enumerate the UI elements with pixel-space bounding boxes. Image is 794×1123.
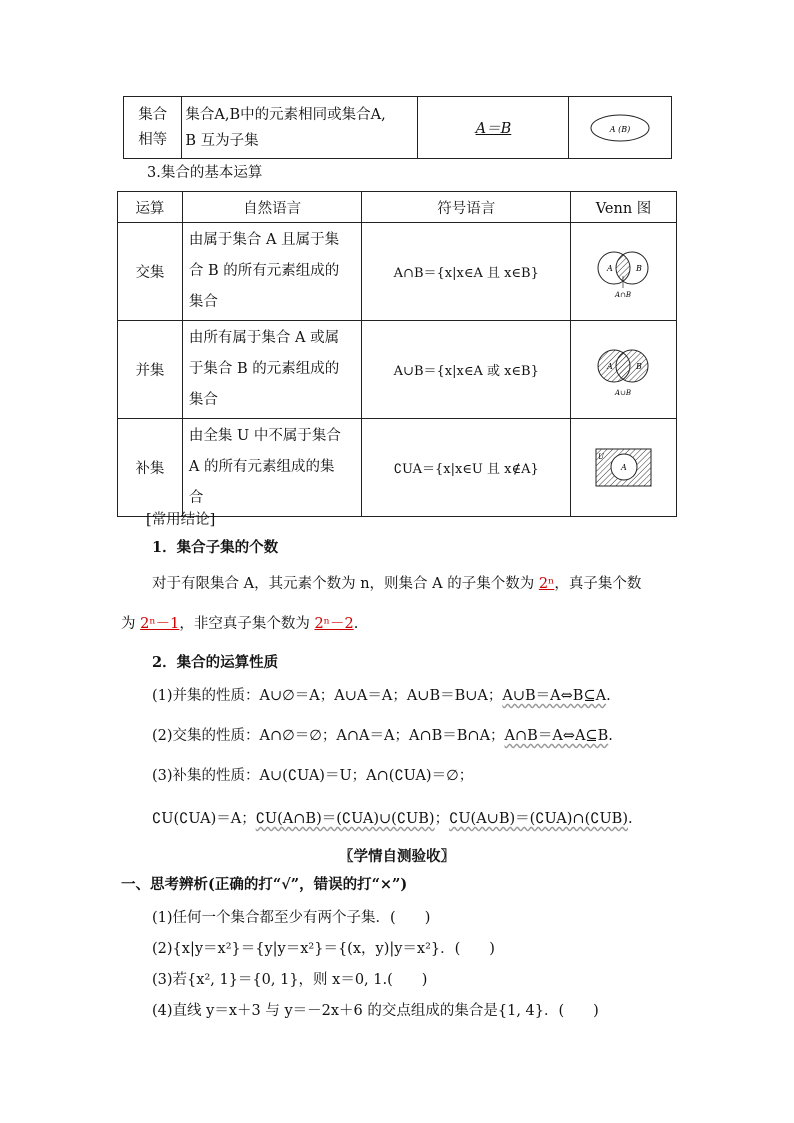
union-op: 并集 [118, 321, 183, 419]
set-equality-natural-line1: 集合A,B中的元素相同或集合A, [185, 106, 386, 123]
complement-natural-line2: A 的所有元素组成的集 [188, 459, 335, 475]
set-equality-venn-label: A (B) [609, 124, 631, 134]
set-operations-table [117, 191, 677, 517]
intersection-natural-line3: 集合 [188, 294, 218, 310]
conclusion1-title: 1．集合子集的个数 [152, 539, 279, 556]
intersection-symbol: A∩B＝{x|x∈A 且 x∈B} [362, 223, 571, 321]
set-equality-natural-line2: B 互为子集 [185, 132, 259, 149]
set-equality-natural-cell [182, 97, 418, 159]
complement-op: 补集 [118, 419, 183, 517]
complement-property-a: ∁U(∁UA)＝A； [152, 811, 256, 827]
union-natural-line2: 于集合 B 的元素组成的 [188, 361, 340, 377]
header-operation: 运算 [118, 192, 183, 223]
question-4: (4)直线 y＝x＋3 与 y＝－2x＋6 的交点组成的集合是{1, 4}．( ) [152, 1003, 599, 1019]
set-equality-symbol: A＝B [475, 121, 512, 137]
union-venn-diagram [589, 342, 659, 398]
complement-property-e: . [627, 811, 633, 827]
complement-symbol: ∁UA＝{x|x∈U 且 x∉A} [362, 419, 571, 517]
intersection-venn-caption: A∩B [614, 290, 631, 299]
header-symbol-language: 符号语言 [362, 192, 571, 223]
union-venn-b: B [635, 361, 642, 371]
set-equality-venn-diagram [585, 110, 655, 146]
union-property [152, 684, 611, 705]
nonempty-proper-subset-count: 2ⁿ－2 [314, 616, 354, 632]
conclusions-label: [常用结论] [146, 512, 216, 528]
complement-property-cont [152, 807, 633, 828]
header-natural-language: 自然语言 [182, 192, 362, 223]
intersection-op: 交集 [118, 223, 183, 321]
complement-venn-a: A [620, 462, 627, 472]
complement-natural-line3: 合 [188, 490, 204, 506]
union-property-text: (1)并集的性质：A∪∅＝A；A∪A＝A；A∪B＝B∪A； [152, 688, 503, 704]
row-intersection [118, 223, 677, 321]
complement-natural [182, 419, 362, 517]
conclusion2-title: 2．集合的运算性质 [152, 654, 279, 671]
complement-property: (3)补集的性质：A∪(∁UA)＝U；A∩(∁UA)＝∅； [152, 768, 474, 784]
conclusion1-line2 [121, 612, 358, 633]
conclusion1-text-d: ，非空真子集个数为 [179, 616, 315, 632]
header-venn-diagram: Venn 图 [571, 192, 677, 223]
union-venn-cell [571, 321, 677, 419]
complement-property-c: ； [434, 811, 450, 827]
union-property-end: . [606, 688, 611, 704]
intersection-property-key: A∩B＝A⇔A⊆B [504, 728, 609, 744]
conclusion1-text-e: . [353, 616, 359, 632]
self-check-title: 〖学情自测验收〗 [339, 848, 455, 865]
union-natural-line3: 集合 [188, 392, 218, 408]
union-natural [182, 321, 362, 419]
complement-property-d: ∁U(A∪B)＝(∁UA)∩(∁UB) [449, 811, 628, 827]
intersection-property [152, 724, 613, 745]
intersection-venn-cell [571, 223, 677, 321]
intersection-venn-b: B [635, 263, 642, 273]
section3-title: 3.集合的基本运算 [147, 165, 263, 181]
set-equality-venn-cell [569, 97, 672, 159]
union-property-key: A∪B＝A⇔B⊆A [502, 688, 607, 704]
intersection-natural-line2: 合 B 的所有元素组成的 [188, 263, 340, 279]
complement-natural-line1: 由全集 U 中不属于集合 [188, 428, 341, 444]
conclusion1-line1 [152, 572, 641, 593]
union-symbol: A∪B＝{x|x∈A 或 x∈B} [362, 321, 571, 419]
set-equality-name-line1: 集合 [138, 106, 168, 123]
question-section-title: 一、思考辨析(正确的打“√”，错误的打“×”) [121, 876, 408, 893]
question-3: (3)若{x², 1}＝{0, 1}，则 x＝0, 1.( ) [152, 972, 428, 988]
union-venn-caption: A∪B [614, 388, 631, 397]
set-equality-name-cell [124, 97, 182, 159]
row-complement [118, 419, 677, 517]
proper-subset-count: 2ⁿ－1 [140, 616, 180, 632]
set-equality-table [123, 96, 672, 159]
conclusion1-text-b: ，真子集个数 [554, 576, 642, 592]
complement-venn-cell [571, 419, 677, 517]
intersection-property-end: . [608, 728, 613, 744]
conclusion1-text-a: 对于有限集合 A，其元素个数为 n，则集合 A 的子集个数为 [152, 576, 539, 592]
complement-venn-u: U [597, 452, 604, 461]
question-1: (1)任何一个集合都至少有两个子集．( ) [152, 910, 431, 926]
intersection-venn-a: A [606, 263, 613, 273]
set-equality-symbol-cell [418, 97, 569, 159]
subset-count: 2ⁿ [538, 576, 555, 592]
intersection-natural-line1: 由属于集合 A 且属于集 [188, 232, 340, 248]
complement-venn-diagram [593, 446, 655, 490]
question-2: (2){x|y＝x²}＝{y|y＝x²}＝{(x，y)|y＝x²}．( ) [152, 941, 495, 957]
intersection-venn-diagram [589, 244, 659, 300]
complement-property-b: ∁U(A∩B)＝(∁UA)∪(∁UB) [255, 811, 435, 827]
union-natural-line1: 由所有属于集合 A 或属 [188, 330, 340, 346]
row-union [118, 321, 677, 419]
conclusion1-text-c: 为 [121, 616, 141, 632]
union-venn-a: A [606, 361, 613, 371]
intersection-natural [182, 223, 362, 321]
intersection-property-text: (2)交集的性质：A∩∅＝∅；A∩A＝A；A∩B＝B∩A； [152, 728, 505, 744]
set-equality-name-line2: 相等 [138, 131, 168, 148]
